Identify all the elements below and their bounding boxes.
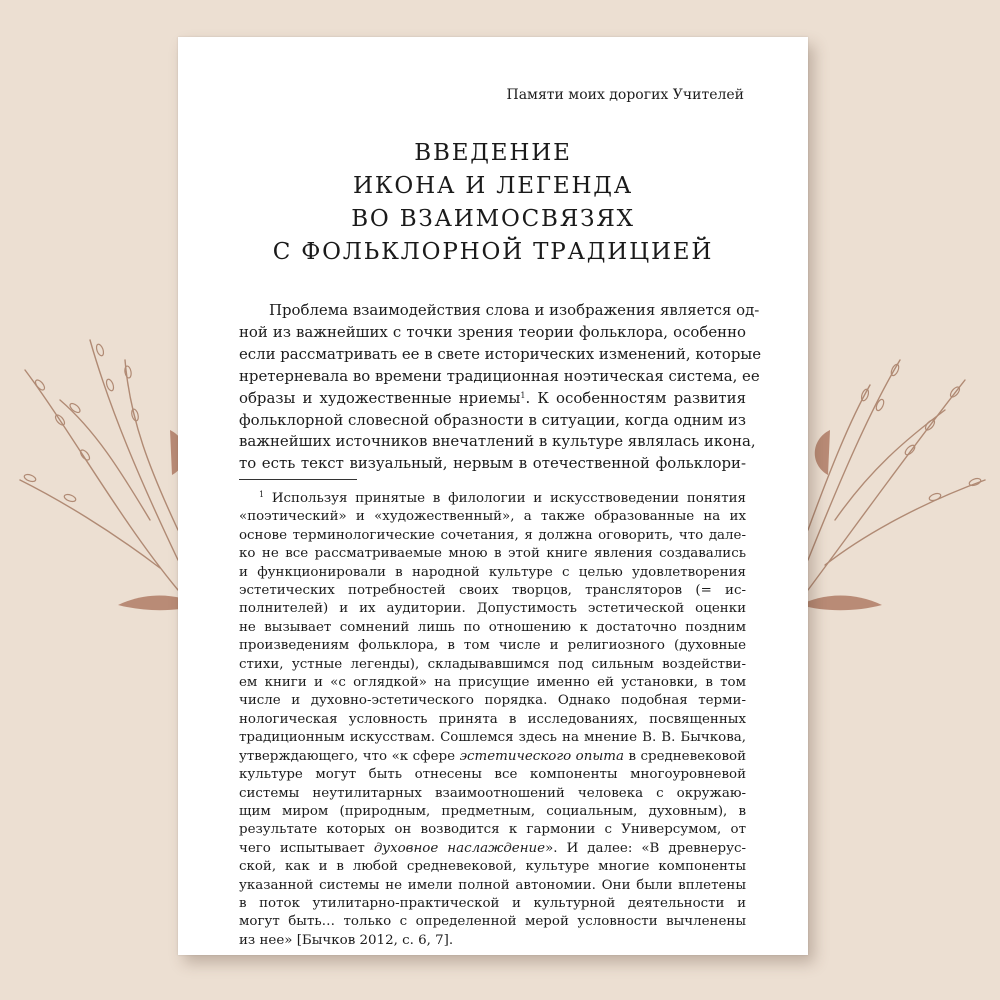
footnote-line: в поток утилитарно-практической и культурной деятельности и (239, 895, 746, 911)
body-line: фольклорной словесной образности в ситуации, когда одним из (239, 410, 746, 429)
heading-line: С ФОЛЬКЛОРНОЙ ТРАДИЦИЕЙ (272, 239, 714, 265)
footnote-line-part: чего испытывает (239, 840, 374, 856)
body-line-part: образы и художественные нриемы (239, 388, 521, 407)
footnote-line (239, 490, 746, 508)
dedication: Памяти моих дорогих Учителей (506, 87, 744, 103)
footnote-line: ской, как и в любой средневековой, культуре многие компоненты (239, 859, 746, 875)
footnote-line: могут быть… только с определенной мерой условности вычленены (239, 914, 746, 930)
footnote-line: основе терминологические сочетания, я должна оговорить, что дале- (239, 527, 746, 543)
body-line: если рассматривать ее в свете исторических изменений, которые (239, 344, 762, 363)
footnote-line: традиционным искусствам. Сошлемся здесь на мнение В. В. Бычкова, (239, 730, 746, 746)
footnote-line (239, 840, 746, 858)
body-line: важнейших источников внечатлений в культуре являлась икона, (239, 432, 756, 451)
heading-line: ВВЕДЕНИЕ (414, 140, 572, 166)
body-line: нретерневала во времени традиционная ноэтическая система, ее (239, 366, 760, 385)
footnote-line: эстетических потребностей своих творцов, трансляторов (= ис- (239, 583, 746, 599)
footnote-line: «поэтический» и «художественный», а также образованные на их (239, 509, 746, 525)
footnote-line: и функционировали в народной культуре с целью удовлетворения (239, 564, 746, 580)
footnote-line: полнителей) и их аудитории. Допустимость эстетической оценки (239, 601, 746, 617)
book-page (178, 37, 808, 955)
footnote-line: не вызывает сомнений лишь по отношению к достаточно поздним (239, 619, 746, 635)
footnote-line: ко не все рассматриваемые мною в этой книге явления создавались (239, 546, 746, 562)
body-line: Проблема взаимодействия слова и изображения является од- (269, 301, 760, 319)
footnote-line: культуре могут быть отнесены все компоненты многоуровневой (239, 767, 746, 783)
footnote-line: системы неутилитарных взаимоотношений человека с окружаю- (239, 785, 746, 801)
footnote-line: ем книги и «с оглядкой» на присущие именно ей установки, в том (239, 675, 746, 691)
footnote-line: нологическая условность принята в исследованиях, посвященных (239, 711, 746, 727)
heading-line: ИКОНА И ЛЕГЕНДА (352, 173, 634, 199)
footnote-reference: 1 (520, 390, 526, 400)
italic-term: духовное наслаждение (373, 840, 546, 856)
heading-line: ВО ВЗАИМОСВЯЗЯХ (351, 206, 635, 232)
body-line: ной из важнейших с точки зрения теории фольклора, особенно (239, 322, 746, 341)
footnote-line: результате которых он возводится к гармонии с Универсумом, от (239, 822, 746, 838)
footnote-line-part: Используя принятые в филологии и искусствоведении понятия (271, 491, 746, 506)
footnote-line: указанной системы не имели полной автономии. Они были вплетены (239, 877, 746, 893)
footnote-line-part: в средневековой (623, 748, 747, 764)
footnote-line: щим миром (природным, предметным, социальным, духовным), в (239, 803, 746, 819)
footnote-marker: 1 (259, 490, 265, 499)
footnote-line: из нее» [Бычков 2012, с. 6, 7]. (239, 932, 454, 948)
body-line (239, 388, 746, 410)
footnote-line: числе и духовно-эстетического порядка. Однако подобная терми- (239, 693, 746, 709)
footnote (239, 490, 746, 950)
body-paragraph (239, 300, 762, 475)
footnote-separator (239, 479, 357, 480)
footnote-line-part: утверждающего, что «к сфере (239, 748, 460, 764)
footnote-line: произведениям фольклора, в том числе и религиозного (духовные (239, 638, 746, 654)
footnote-line (239, 748, 746, 766)
body-line: то есть текст визуальный, нервым в отечественной фольклори- (239, 454, 746, 473)
footnote-line-part: ». И далее: «В древнерус- (545, 840, 747, 856)
body-line-part: . К особенностям развития (525, 388, 746, 407)
chapter-heading (178, 137, 808, 269)
italic-term: эстетического опыта (459, 748, 624, 764)
footnote-line: стихи, устные легенды), складывавшимся под сильным воздействи- (239, 656, 746, 672)
